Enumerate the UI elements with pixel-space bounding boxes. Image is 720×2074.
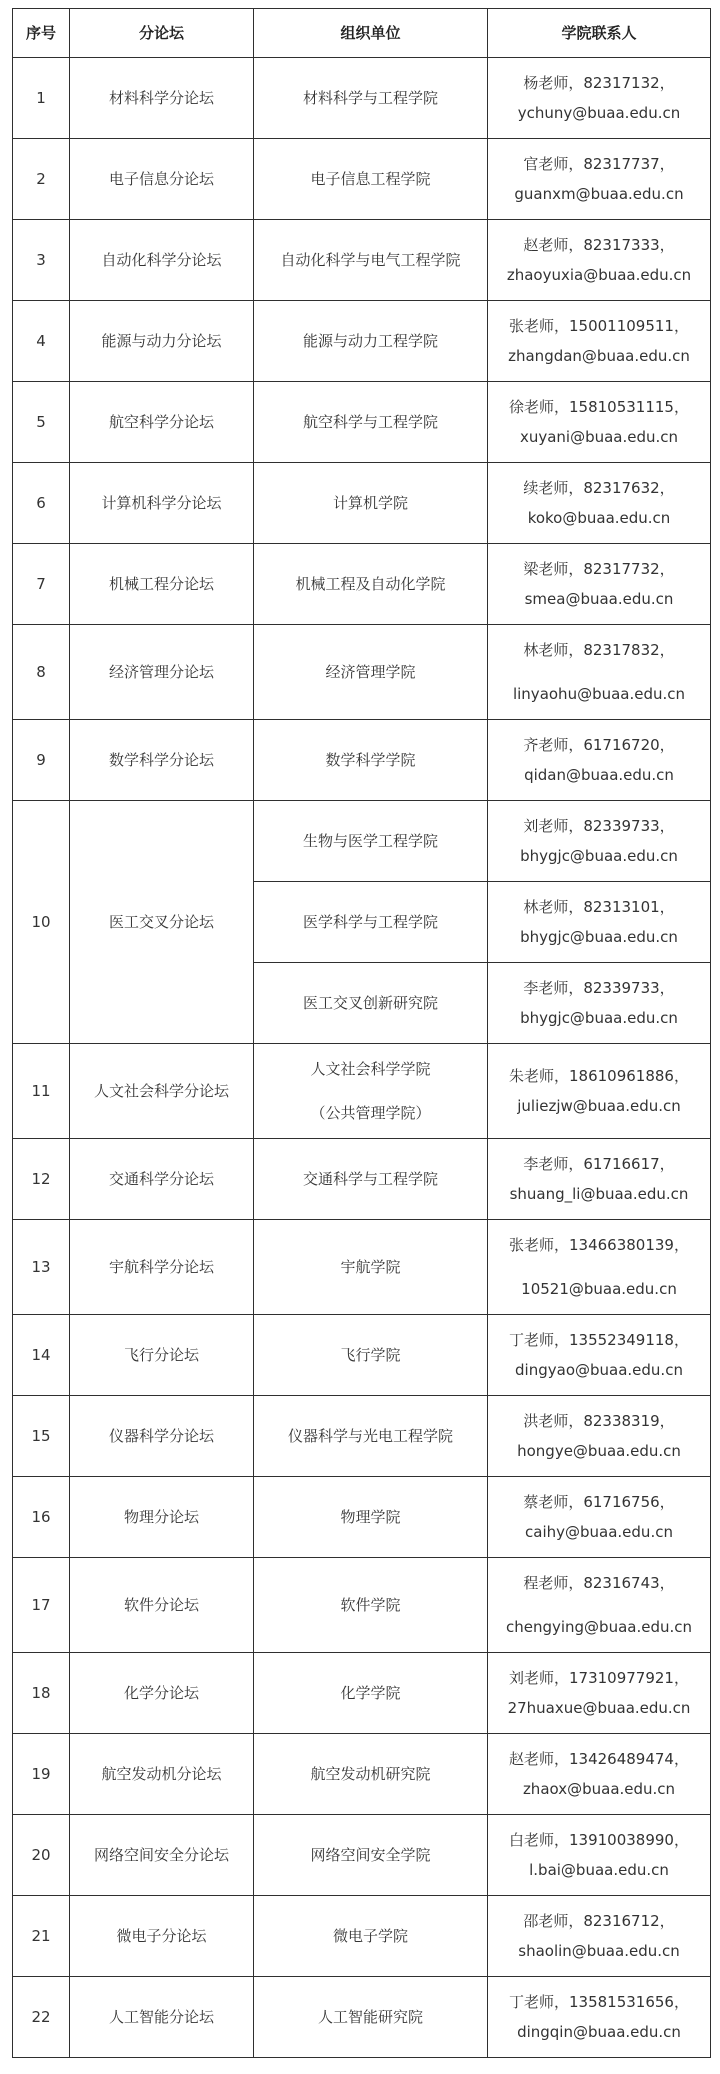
forum-name: 物理分论坛 (70, 1477, 254, 1558)
contact-email: shaolin@buaa.edu.cn (518, 1942, 680, 1960)
contact-email: 10521@buaa.edu.cn (521, 1280, 677, 1298)
table-row (13, 58, 711, 139)
table-row (13, 1315, 711, 1396)
contact-email: zhaoyuxia@buaa.edu.cn (506, 266, 692, 284)
contact-phone: 刘老师，82339733， (523, 817, 675, 835)
contact-cell (488, 720, 711, 801)
contact-email: hongye@buaa.edu.cn (517, 1442, 681, 1460)
forum-name: 机械工程分论坛 (70, 544, 254, 625)
organizer: 飞行学院 (254, 1315, 488, 1396)
organizer: 化学学院 (254, 1653, 488, 1734)
contact-phone: 续老师，82317632， (523, 479, 675, 497)
organizer: 航空科学与工程学院 (254, 382, 488, 463)
table-row (13, 220, 711, 301)
row-index: 21 (13, 1896, 70, 1977)
organizer: 自动化科学与电气工程学院 (254, 220, 488, 301)
organizer: 计算机学院 (254, 463, 488, 544)
table-row (13, 801, 711, 882)
table-row (13, 1977, 711, 2058)
contact-email: linyaohu@buaa.edu.cn (512, 685, 686, 703)
forum-name: 经济管理分论坛 (70, 625, 254, 720)
contact-email: chengying@buaa.edu.cn (505, 1618, 693, 1636)
contact-phone: 梁老师，82317732， (523, 560, 675, 578)
row-index: 4 (13, 301, 70, 382)
contact-email: qidan@buaa.edu.cn (524, 766, 674, 784)
contact-cell (488, 1139, 711, 1220)
table-row (13, 1139, 711, 1220)
contact-phone: 丁老师，13552349118， (509, 1331, 689, 1349)
header-row (13, 9, 711, 58)
contact-email: caihy@buaa.edu.cn (525, 1523, 673, 1541)
contact-phone: 徐老师，15810531115， (509, 398, 689, 416)
contact-cell (488, 1558, 711, 1653)
forum-name: 网络空间安全分论坛 (70, 1815, 254, 1896)
contact-email: juliezjw@buaa.edu.cn (517, 1097, 681, 1115)
organizer: 医工交叉创新研究院 (254, 963, 488, 1044)
contact-cell (488, 1977, 711, 2058)
contact-cell (488, 544, 711, 625)
contact-phone: 官老师，82317737， (523, 155, 675, 173)
organizer: 仪器科学与光电工程学院 (254, 1396, 488, 1477)
contact-email: dingyao@buaa.edu.cn (515, 1361, 683, 1379)
table-row (13, 1653, 711, 1734)
contact-phone: 张老师，13466380139， (509, 1236, 689, 1254)
contact-phone: 齐老师，61716720， (523, 736, 675, 754)
organizer: 软件学院 (254, 1558, 488, 1653)
row-index: 5 (13, 382, 70, 463)
contact-cell (488, 1220, 711, 1315)
organizer: 机械工程及自动化学院 (254, 544, 488, 625)
header-contact: 学院联系人 (488, 9, 711, 58)
row-index: 12 (13, 1139, 70, 1220)
contact-email: 27huaxue@buaa.edu.cn (507, 1699, 691, 1717)
row-index: 18 (13, 1653, 70, 1734)
forum-contact-table (12, 8, 711, 2058)
forum-name: 飞行分论坛 (70, 1315, 254, 1396)
forum-name: 自动化科学分论坛 (70, 220, 254, 301)
organizer: 医学科学与工程学院 (254, 882, 488, 963)
row-index: 19 (13, 1734, 70, 1815)
organizer: 交通科学与工程学院 (254, 1139, 488, 1220)
row-index: 16 (13, 1477, 70, 1558)
row-index: 7 (13, 544, 70, 625)
table-row (13, 625, 711, 720)
table-row (13, 382, 711, 463)
contact-email: bhygjc@buaa.edu.cn (520, 1009, 678, 1027)
contact-cell (488, 882, 711, 963)
contact-cell (488, 1477, 711, 1558)
table-row (13, 720, 711, 801)
organizer: 航空发动机研究院 (254, 1734, 488, 1815)
row-index: 13 (13, 1220, 70, 1315)
contact-cell (488, 1315, 711, 1396)
table-row (13, 1044, 711, 1139)
forum-name: 人文社会科学分论坛 (70, 1044, 254, 1139)
organizer: 物理学院 (254, 1477, 488, 1558)
forum-name: 医工交叉分论坛 (70, 801, 254, 1044)
forum-name: 宇航科学分论坛 (70, 1220, 254, 1315)
contact-cell (488, 801, 711, 882)
header-index: 序号 (13, 9, 70, 58)
contact-cell (488, 1396, 711, 1477)
contact-phone: 白老师，13910038990， (509, 1831, 689, 1849)
contact-phone: 赵老师，82317333， (523, 236, 675, 254)
forum-name: 材料科学分论坛 (70, 58, 254, 139)
organizer: 网络空间安全学院 (254, 1815, 488, 1896)
contact-cell (488, 139, 711, 220)
row-index: 20 (13, 1815, 70, 1896)
contact-email: koko@buaa.edu.cn (527, 509, 671, 527)
header-organizer: 组织单位 (254, 9, 488, 58)
contact-phone: 林老师，82317832， (523, 641, 675, 659)
table-row (13, 1477, 711, 1558)
row-index: 15 (13, 1396, 70, 1477)
contact-phone: 丁老师，13581531656， (509, 1993, 689, 2011)
organizer (254, 1044, 488, 1139)
row-index: 1 (13, 58, 70, 139)
forum-name: 化学分论坛 (70, 1653, 254, 1734)
forum-name: 人工智能分论坛 (70, 1977, 254, 2058)
forum-name: 软件分论坛 (70, 1558, 254, 1653)
contact-cell (488, 463, 711, 544)
row-index: 8 (13, 625, 70, 720)
table-row (13, 1220, 711, 1315)
row-index: 9 (13, 720, 70, 801)
forum-name: 航空发动机分论坛 (70, 1734, 254, 1815)
forum-name: 航空科学分论坛 (70, 382, 254, 463)
contact-email: bhygjc@buaa.edu.cn (520, 847, 678, 865)
contact-phone: 赵老师，13426489474， (509, 1750, 689, 1768)
contact-email: guanxm@buaa.edu.cn (514, 185, 684, 203)
contact-email: xuyani@buaa.edu.cn (519, 428, 679, 446)
organizer: 材料科学与工程学院 (254, 58, 488, 139)
table-row (13, 139, 711, 220)
table-row (13, 1558, 711, 1653)
organizer: 生物与医学工程学院 (254, 801, 488, 882)
table-row (13, 1815, 711, 1896)
contact-email: ychuny@buaa.edu.cn (517, 104, 681, 122)
contact-email: shuang_li@buaa.edu.cn (509, 1185, 689, 1203)
contact-phone: 林老师，82313101， (523, 898, 675, 916)
contact-phone: 杨老师，82317132， (523, 74, 675, 92)
organizer-line-alt: （公共管理学院） (310, 1104, 431, 1122)
table-row (13, 463, 711, 544)
contact-cell (488, 625, 711, 720)
contact-cell (488, 382, 711, 463)
forum-name: 能源与动力分论坛 (70, 301, 254, 382)
row-index: 14 (13, 1315, 70, 1396)
contact-cell (488, 1815, 711, 1896)
row-index: 3 (13, 220, 70, 301)
contact-phone: 朱老师，18610961886， (509, 1067, 689, 1085)
contact-email: dingqin@buaa.edu.cn (517, 2023, 681, 2041)
contact-email: l.bai@buaa.edu.cn (529, 1861, 669, 1879)
contact-cell (488, 963, 711, 1044)
forum-name: 仪器科学分论坛 (70, 1396, 254, 1477)
contact-phone: 蔡老师，61716756， (523, 1493, 675, 1511)
contact-phone: 李老师，82339733， (523, 979, 675, 997)
table-row (13, 1396, 711, 1477)
contact-cell (488, 58, 711, 139)
organizer: 人工智能研究院 (254, 1977, 488, 2058)
forum-name: 计算机科学分论坛 (70, 463, 254, 544)
row-index: 6 (13, 463, 70, 544)
organizer: 宇航学院 (254, 1220, 488, 1315)
table-row (13, 301, 711, 382)
contact-cell (488, 1044, 711, 1139)
organizer: 电子信息工程学院 (254, 139, 488, 220)
organizer: 能源与动力工程学院 (254, 301, 488, 382)
contact-email: zhangdan@buaa.edu.cn (508, 347, 690, 365)
contact-phone: 洪老师，82338319， (523, 1412, 675, 1430)
forum-name: 交通科学分论坛 (70, 1139, 254, 1220)
forum-name: 微电子分论坛 (70, 1896, 254, 1977)
table-row (13, 1734, 711, 1815)
table-row (13, 1896, 711, 1977)
organizer: 数学科学学院 (254, 720, 488, 801)
contact-email: zhaox@buaa.edu.cn (522, 1780, 676, 1798)
contact-cell (488, 1896, 711, 1977)
contact-cell (488, 301, 711, 382)
contact-cell (488, 220, 711, 301)
contact-email: smea@buaa.edu.cn (524, 590, 674, 608)
table-row (13, 544, 711, 625)
header-forum: 分论坛 (70, 9, 254, 58)
row-index: 10 (13, 801, 70, 1044)
contact-cell (488, 1653, 711, 1734)
row-index: 22 (13, 1977, 70, 2058)
contact-email: bhygjc@buaa.edu.cn (520, 928, 678, 946)
forum-name: 电子信息分论坛 (70, 139, 254, 220)
organizer: 微电子学院 (254, 1896, 488, 1977)
organizer-line: 人文社会科学学院 (310, 1060, 431, 1078)
contact-phone: 张老师，15001109511， (509, 317, 689, 335)
contact-cell (488, 1734, 711, 1815)
row-index: 2 (13, 139, 70, 220)
row-index: 11 (13, 1044, 70, 1139)
contact-phone: 邵老师，82316712， (523, 1912, 675, 1930)
contact-phone: 刘老师，17310977921， (509, 1669, 689, 1687)
contact-phone: 李老师，61716617， (523, 1155, 675, 1173)
contact-phone: 程老师，82316743， (523, 1574, 675, 1592)
organizer: 经济管理学院 (254, 625, 488, 720)
row-index: 17 (13, 1558, 70, 1653)
forum-name: 数学科学分论坛 (70, 720, 254, 801)
